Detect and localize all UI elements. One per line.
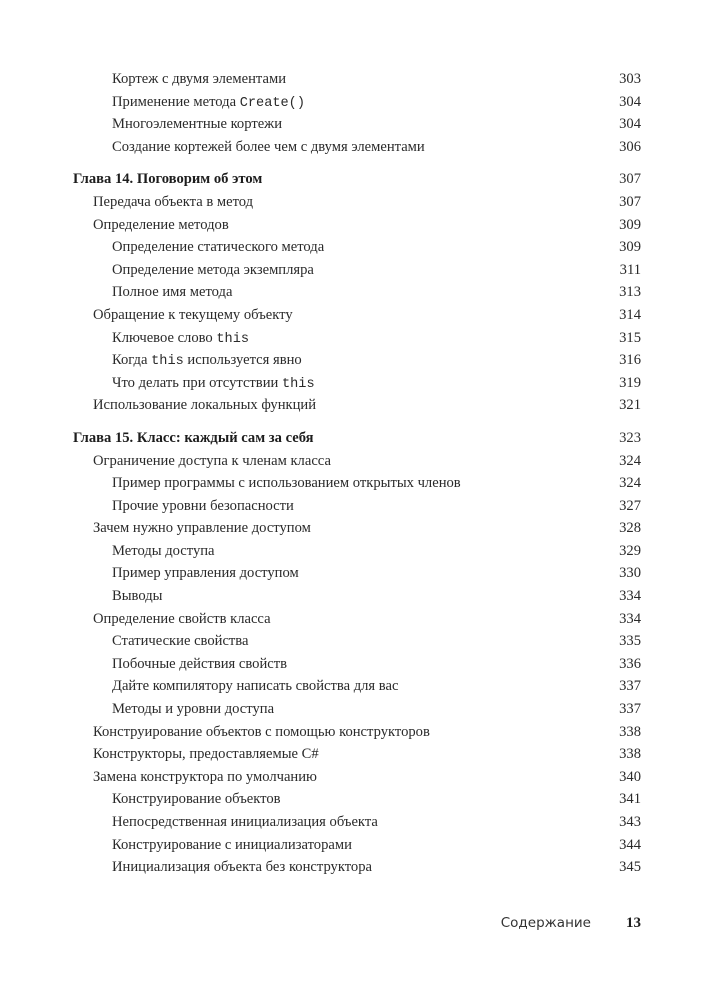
toc-entry-title <box>112 675 398 698</box>
title-text: Обращение к текущему объекту <box>93 306 293 323</box>
toc-page-number: 324 <box>619 475 641 492</box>
toc-entry-title <box>112 91 305 116</box>
toc-entry <box>0 788 714 811</box>
toc-entry <box>0 327 714 350</box>
toc-entry <box>0 562 714 585</box>
toc-page-number: 345 <box>619 859 641 876</box>
toc-page-number: 329 <box>619 542 641 559</box>
toc-page-number: 337 <box>619 678 641 695</box>
title-text: Замена конструктора по умолчанию <box>93 768 317 785</box>
title-text: Пример программы с использованием открытых членов <box>112 475 461 492</box>
toc-page-number: 316 <box>619 352 641 369</box>
title-text: Конструирование объектов с помощью конструкторов <box>93 723 430 740</box>
running-footer-title: Содержание <box>500 915 591 931</box>
toc-entry <box>0 136 714 159</box>
toc-entry-title <box>93 394 316 417</box>
toc-entry-title <box>112 372 315 397</box>
toc-entry <box>0 517 714 540</box>
code-keyword: this <box>151 354 184 370</box>
toc-entry-title <box>112 281 232 304</box>
toc-entry <box>0 281 714 304</box>
toc-page-number: 341 <box>619 791 641 808</box>
toc-page-number: 338 <box>619 746 641 763</box>
toc-entry-title <box>112 585 162 608</box>
toc-page-number: 344 <box>619 836 641 853</box>
title-text: Применение метода <box>112 93 240 110</box>
toc-page-number: 340 <box>619 768 641 785</box>
toc-entry-title <box>112 562 299 585</box>
title-text: Глава 14. Поговорим об этом <box>73 171 263 188</box>
toc-page-number: 328 <box>619 520 641 537</box>
toc-entry-title <box>112 327 249 352</box>
toc-entry-title <box>112 834 352 857</box>
page-number: 13 <box>626 915 641 931</box>
toc-entry-title <box>112 811 378 834</box>
toc-entry <box>0 811 714 834</box>
code-keyword: this <box>216 331 250 347</box>
toc-entry <box>0 585 714 608</box>
title-text: Непосредственная инициализация объекта <box>112 814 378 830</box>
toc-entry-title <box>112 540 215 563</box>
toc-entry-title <box>93 191 253 214</box>
toc-page-number: 304 <box>619 93 641 110</box>
toc-entry-title <box>93 608 271 631</box>
toc-page-number: 334 <box>619 610 641 627</box>
toc-entry-title <box>112 68 286 91</box>
toc-entry <box>0 721 714 744</box>
title-text: Зачем нужно управление доступом <box>93 520 311 537</box>
toc-entry <box>0 304 714 327</box>
toc-entry <box>0 766 714 789</box>
toc-entry <box>0 856 714 879</box>
toc-page-number: 327 <box>619 497 641 514</box>
toc-entry-title <box>112 472 461 495</box>
toc-page-number: 319 <box>619 374 641 391</box>
toc-entry-title <box>93 214 229 237</box>
toc-entry-title <box>93 304 293 327</box>
title-text: Определение методов <box>93 216 229 233</box>
toc-entry-title <box>112 349 302 374</box>
toc-entry-title <box>112 630 248 653</box>
toc-entry <box>0 540 714 563</box>
toc-entry <box>0 495 714 518</box>
toc-page-number: 306 <box>619 138 641 155</box>
toc-entry <box>0 630 714 653</box>
toc-entry <box>0 214 714 237</box>
toc-entry-title <box>112 698 274 721</box>
toc-entry-title <box>93 517 311 540</box>
title-text: Пример управления доступом <box>112 565 299 582</box>
toc-entry-title <box>73 168 262 191</box>
toc-entry <box>0 472 714 495</box>
title-text: Многоэлементные кортежи <box>112 116 283 133</box>
toc-entry-title <box>112 113 282 136</box>
title-text: Методы и уровни доступа <box>112 701 275 718</box>
title-text: Побочные действия свойств <box>112 655 288 672</box>
toc-entry <box>0 450 714 473</box>
title-text: Глава 15. Класс: каждый сам за себя <box>73 429 314 446</box>
toc-page-number: 343 <box>619 814 641 830</box>
title-text: Что делать при отсутствии <box>112 374 282 391</box>
title-text: Создание кортежей более чем с двумя элементами <box>112 138 425 155</box>
toc-entry <box>0 698 714 721</box>
toc-page-number: 309 <box>619 216 641 233</box>
toc-page-number: 307 <box>619 193 641 210</box>
page-footer <box>0 912 714 934</box>
toc-entry-title <box>93 721 430 744</box>
code-keyword: this <box>281 376 315 392</box>
title-text: Определение статического метода <box>112 239 325 256</box>
toc-entry <box>0 743 714 766</box>
toc-entry <box>0 68 714 91</box>
title-text: Использование локальных функций <box>93 397 317 414</box>
toc-entry <box>0 834 714 857</box>
toc-entry <box>0 91 714 114</box>
toc-page-number: 313 <box>619 284 641 301</box>
toc-page-number: 304 <box>619 116 641 133</box>
toc-entry-title <box>73 427 314 450</box>
toc-page-number: 315 <box>619 329 641 346</box>
toc-entry-title <box>112 259 314 282</box>
title-text: Выводы <box>112 588 163 605</box>
toc-entry <box>0 608 714 631</box>
toc-entry <box>0 349 714 372</box>
table-of-contents <box>0 68 714 879</box>
toc-page-number: 309 <box>619 239 641 256</box>
toc-page-number: 336 <box>619 655 641 672</box>
toc-page-number: 307 <box>619 171 641 188</box>
toc-entry-title <box>93 450 331 473</box>
toc-page-number: 334 <box>619 588 641 605</box>
toc-page-number: 338 <box>619 723 641 740</box>
title-text: Ключевое слово <box>112 329 217 346</box>
title-text: Передача объекта в метод <box>93 193 254 210</box>
title-text: Прочие уровни безопасности <box>112 497 294 514</box>
toc-entry <box>0 259 714 282</box>
title-text: Конструирование объектов <box>112 791 281 808</box>
toc-entry <box>0 675 714 698</box>
title-text: Конструкторы, предоставляемые C# <box>93 746 319 763</box>
title-text: Методы доступа <box>112 542 215 559</box>
toc-page-number: 314 <box>619 306 641 323</box>
toc-page-number: 321 <box>619 397 641 414</box>
toc-entry-title <box>112 788 281 811</box>
toc-page-number: 303 <box>619 71 641 87</box>
toc-entry <box>0 113 714 136</box>
title-text: Дайте компилятору написать свойства для вас <box>112 678 399 695</box>
toc-entry <box>0 191 714 214</box>
title-text: Конструирование с инициализаторами <box>112 836 352 853</box>
toc-page-number: 324 <box>619 452 641 469</box>
title-text: используется явно <box>183 352 302 369</box>
title-text: Статические свойства <box>112 633 249 650</box>
toc-page-number: 323 <box>619 429 641 446</box>
toc-entry-title <box>112 653 287 676</box>
title-text: Когда <box>112 352 152 369</box>
title-text: Ограничение доступа к членам класса <box>93 452 331 469</box>
toc-entry <box>0 372 714 395</box>
toc-entry-title <box>93 766 317 789</box>
toc-page-number: 335 <box>619 633 641 650</box>
title-text: Определение метода экземпляра <box>112 261 314 278</box>
toc-page-number: 337 <box>619 701 641 718</box>
code-keyword: Create() <box>239 95 305 111</box>
toc-entry <box>0 653 714 676</box>
toc-entry-title <box>93 743 319 766</box>
title-text: Инициализация объекта без конструктора <box>112 859 373 876</box>
toc-page-number: 311 <box>619 261 641 278</box>
title-text: Определение свойств класса <box>93 610 271 627</box>
toc-page-number: 330 <box>619 565 641 582</box>
toc-entry-title <box>112 236 324 259</box>
toc-entry-title <box>112 136 425 159</box>
toc-chapter-entry <box>0 427 714 450</box>
toc-entry <box>0 236 714 259</box>
toc-entry <box>0 394 714 417</box>
toc-chapter-entry <box>0 168 714 191</box>
toc-entry-title <box>112 495 294 518</box>
title-text: Кортеж с двумя элементами <box>112 71 286 87</box>
title-text: Полное имя метода <box>112 284 233 301</box>
toc-entry-title <box>112 856 372 879</box>
